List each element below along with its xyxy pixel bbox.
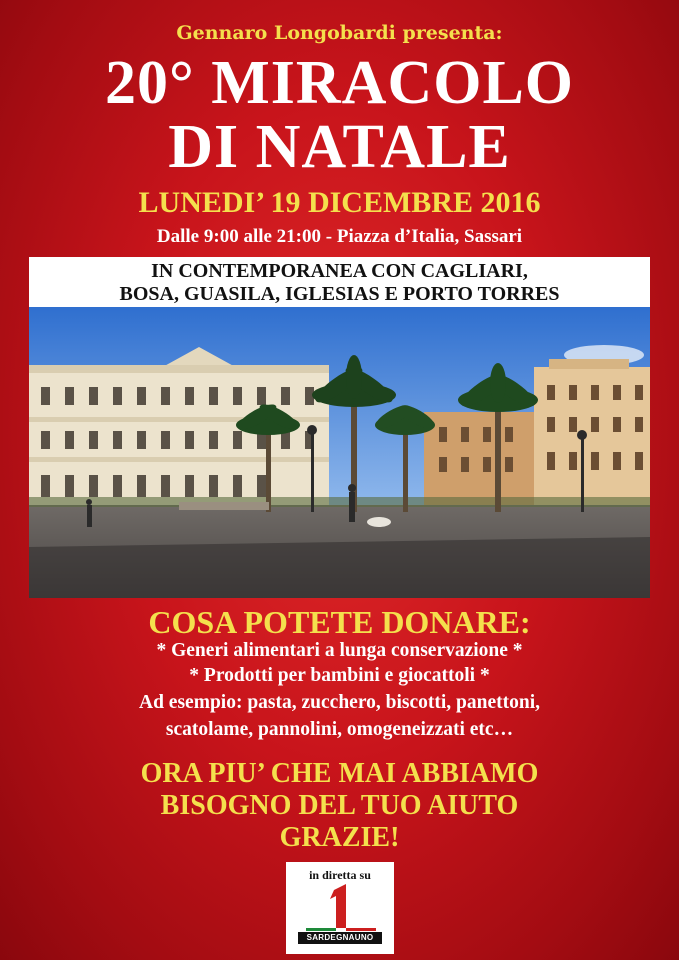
event-title-line2: DI NATALE <box>168 113 511 181</box>
piazza-photo-illustration <box>29 307 650 598</box>
logo-brand: SARDEGNAUNO <box>298 932 382 944</box>
presenter-line: Gennaro Longobardi presenta: <box>176 22 503 44</box>
cities-banner <box>29 257 650 307</box>
donate-line-2: * Prodotti per bambini e giocattoli * <box>189 665 490 686</box>
cities-banner-line1: IN CONTEMPORANEA CON CAGLIARI, <box>151 260 528 282</box>
piazza-photo <box>29 307 650 598</box>
donate-line-4: scatolame, pannolini, omogeneizzati etc… <box>165 719 514 740</box>
event-date: LUNEDI’ 19 DICEMBRE 2016 <box>138 186 541 219</box>
event-title-line1: 20° MIRACOLO <box>104 49 575 117</box>
logo-caption: in diretta su <box>309 868 371 882</box>
donate-line-3: Ad esempio: pasta, zucchero, biscotti, panettoni, <box>139 692 540 713</box>
donate-title: COSA POTETE DONARE: <box>148 604 531 640</box>
cities-banner-line2: BOSA, GUASILA, IGLESIAS E PORTO TORRES <box>119 283 560 305</box>
cta-line-2: BISOGNO DEL TUO AIUTO <box>160 790 519 821</box>
donate-line-1: * Generi alimentari a lunga conservazione * <box>156 640 523 661</box>
cta-line-3: GRAZIE! <box>279 822 400 853</box>
sardegnauno-logo <box>286 862 394 954</box>
event-hours-place: Dalle 9:00 alle 21:00 - Piazza d’Italia, Sassari <box>156 226 523 247</box>
cta-line-1: ORA PIU’ CHE MAI ABBIAMO <box>140 758 539 789</box>
